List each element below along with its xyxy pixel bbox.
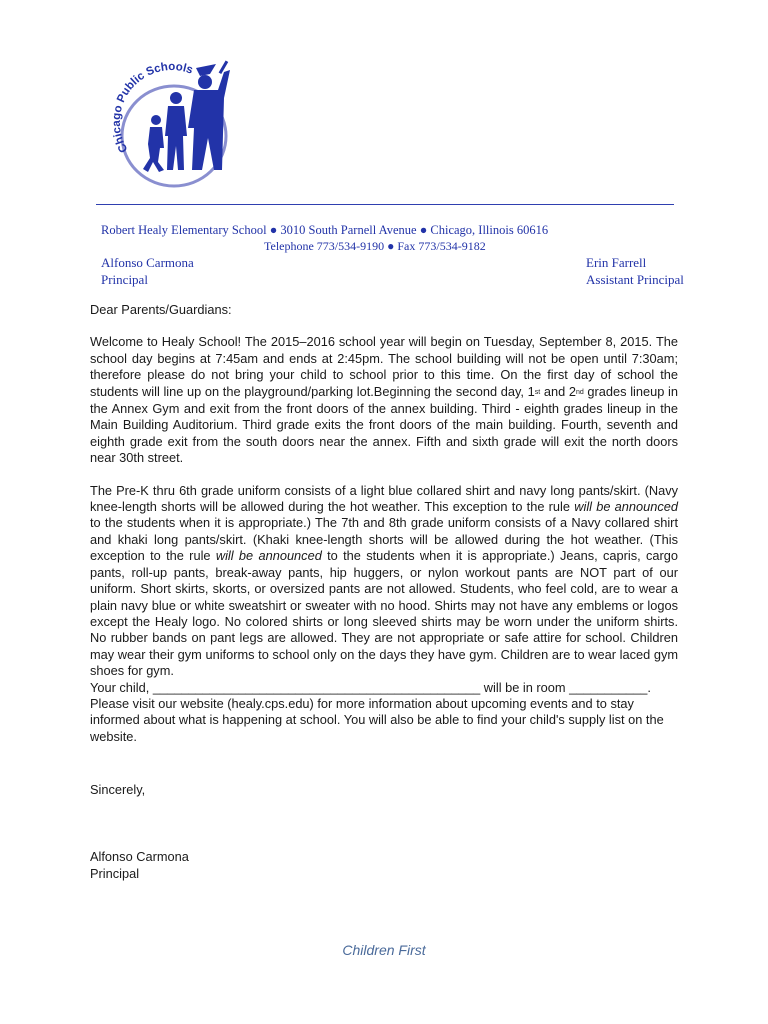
signer-title: Principal (90, 866, 140, 881)
signature-block (90, 848, 189, 882)
logo-text: Chicago Public Schools (110, 61, 195, 155)
paragraph-welcome: Welcome to Healy School! The 2015–2016 school year will begin on Tuesday, September 8, 2015. The school day begins at 7:45am and ends at 2:45pm. The school building will not be open until 7:30am; therefore please do not bring your child to school prior to this time. On the first day of school the students will line up on the playground/parking lot.Beginning the second day, 1st and 2nd grades lineup in the Annex Gym and exit from the front doors of the annex building. Third - eighth grades lineup in the Main Building Auditorium. Third grade exits the front doors of the main building. Fourth, seventh and eighth grade exit from the south doors near the annex. Fifth and sixth grade will exit the north doors near 30th street. (90, 334, 678, 466)
paragraph-website: Please visit our website (healy.cps.edu) for more information about upcoming events and to stay informed about what is happening at school. You will also be able to find your child's supply list on the website. (90, 695, 664, 744)
greeting: Dear Parents/Guardians: (90, 302, 232, 317)
principal-title: Principal (101, 272, 148, 287)
principal-block (101, 254, 194, 288)
cps-logo (104, 58, 244, 188)
paragraph-uniform: The Pre-K thru 6th grade uniform consists of a light blue collared shirt and navy long pants/skirt. (Navy knee-length shorts will be allowed during the hot weather. This exception to the rule will be announced to the students when it is appropriate.) The 7th and 8th grade uniform consists of a Navy collared shirt and khaki long pants/skirt. (Khaki knee-length shorts will be allowed during the hot weather. (This exception to the rule will be announced to the students when it is appropriate.) Jeans, capris, cargo pants, roll-up pants, break-away pants, hip huggers, or nylon workout pants are NOT part of our uniform. Short skirts, skorts, or oversized pants are not allowed. Students, who feel cold, are to wear a plain navy blue or white sweatshirt or sweater with no hood. Shirts may not have any emblems or logos except the Healy logo. No colored shirts or long sleeved shirts may be worn under the uniform shirts. No rubber bands on pant legs are allowed. They are not appropriate or safe attire for school. Children may wear their gym uniforms to school only on the days they have gym. Children are to wear laced gym shoes for gym. (90, 482, 679, 679)
assistant-name: Erin Farrell (586, 255, 647, 270)
school-phone: Telephone 773/534-9190 ● Fax 773/534-9182 (264, 239, 486, 253)
letter-body (90, 302, 678, 745)
footer-motto: Children First (342, 942, 426, 958)
paragraph-room: Your child, ______________________________________________ will be in room ___________. (90, 679, 651, 695)
header-divider (96, 204, 674, 205)
assistant-block (586, 254, 684, 288)
closing: Sincerely, (90, 782, 146, 797)
signer-name: Alfonso Carmona (90, 849, 189, 864)
assistant-title: Assistant Principal (586, 272, 684, 287)
principal-name: Alfonso Carmona (101, 255, 194, 270)
school-address: Robert Healy Elementary School ● 3010 South Parnell Avenue ● Chicago, Illinois 60616 (101, 223, 549, 237)
